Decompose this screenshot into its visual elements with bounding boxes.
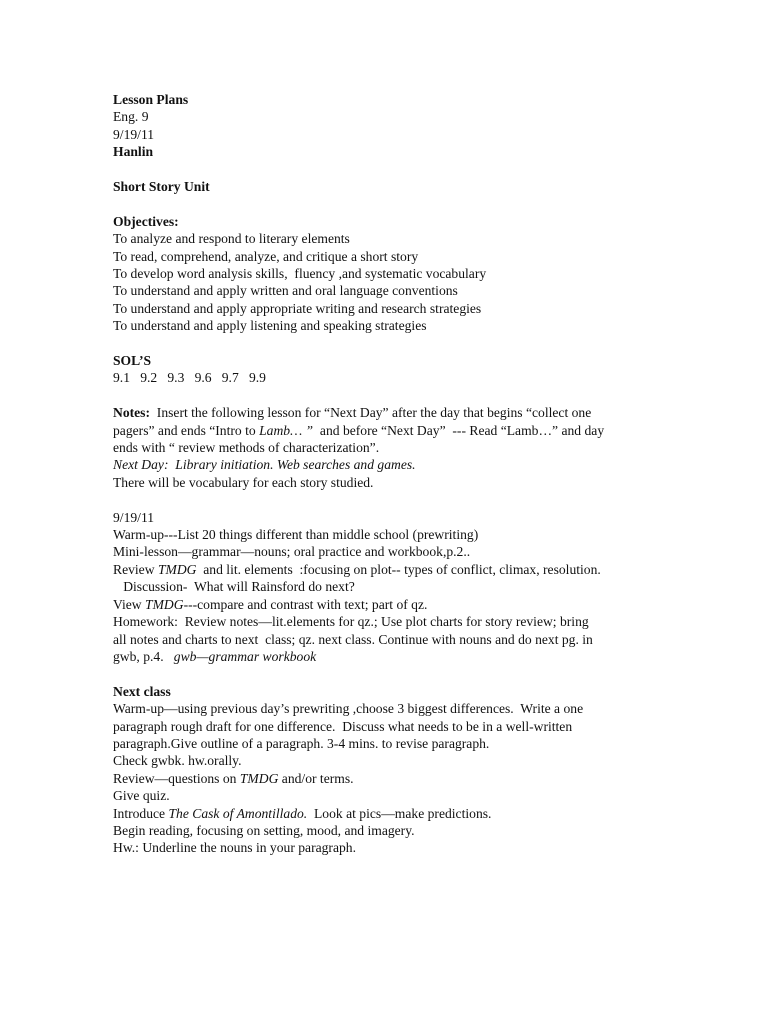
notes-line: ends with “ review methods of characterization”. xyxy=(113,440,380,456)
next-class-line: Begin reading, focusing on setting, mood, and imagery. xyxy=(113,822,415,838)
day-text: gwb, p.4. xyxy=(113,648,174,664)
next-class-line: paragraph rough draft for one difference. Discuss what needs to be in a well-written xyxy=(113,718,573,734)
next-class-text: Look at pics—make predictions. xyxy=(307,805,492,821)
next-class-line: Warm-up—using previous day’s prewriting ,choose 3 biggest differences. Write a one xyxy=(113,701,584,717)
notes-text: Insert the following lesson for “Next Day” after the day that begins “collect one xyxy=(150,405,592,421)
teacher-name: Hanlin xyxy=(113,144,154,160)
notes-text: pagers” and ends “Intro to xyxy=(113,422,260,438)
day-line: Homework: Review notes—lit.elements for qz.; Use plot charts for story review; bring xyxy=(113,614,589,630)
next-class-text: Introduce xyxy=(113,805,169,821)
objectives-heading: Objectives: xyxy=(113,213,179,229)
day-date: 9/19/11 xyxy=(113,509,155,525)
next-class-line xyxy=(113,770,673,787)
notes-line xyxy=(113,422,673,439)
next-class-line: Give quiz. xyxy=(113,788,170,804)
notes-line: There will be vocabulary for each story studied. xyxy=(113,474,374,490)
spacer xyxy=(113,335,673,352)
objective-item: To understand and apply appropriate writing and research strategies xyxy=(113,300,482,316)
day-text: View xyxy=(113,596,146,612)
story-title: The Cask of Amontillado. xyxy=(168,805,308,821)
story-title: TMDG xyxy=(157,561,197,577)
next-class-heading: Next class xyxy=(113,683,171,699)
objective-item: To develop word analysis skills, fluency ,and systematic vocabulary xyxy=(113,266,487,282)
story-title: Lamb… ” xyxy=(259,422,314,438)
day-line: Mini-lesson—grammar—nouns; oral practice and workbook,p.2.. xyxy=(113,544,471,560)
spacer xyxy=(113,195,673,212)
course-label: Eng. 9 xyxy=(113,109,149,125)
spacer xyxy=(113,665,673,682)
day-line xyxy=(113,596,673,613)
notes-line xyxy=(113,404,673,421)
day-line: Warm-up---List 20 things different than middle school (prewriting) xyxy=(113,527,479,543)
workbook-note: gwb—grammar workbook xyxy=(173,648,317,664)
next-class-line: Check gwbk. hw.orally. xyxy=(113,753,242,769)
objective-item: To understand and apply written and oral language conventions xyxy=(113,283,458,299)
objective-item: To understand and apply listening and speaking strategies xyxy=(113,318,427,334)
story-title: TMDG xyxy=(239,770,279,786)
day-line xyxy=(113,648,673,665)
day-line: all notes and charts to next class; qz. next class. Continue with nouns and do next pg. in xyxy=(113,631,593,647)
notes-text: and before “Next Day” --- Read “Lamb…” and day xyxy=(313,422,605,438)
day-line xyxy=(113,561,673,578)
day-text: ---compare and contrast with text; part of qz. xyxy=(183,596,428,612)
story-title: TMDG xyxy=(145,596,184,612)
day-text: Review xyxy=(113,561,158,577)
next-class-line xyxy=(113,805,673,822)
spacer xyxy=(113,491,673,508)
next-class-line: paragraph.Give outline of a paragraph. 3-4 mins. to revise paragraph. xyxy=(113,735,490,751)
date-label: 9/19/11 xyxy=(113,126,155,142)
day-text: and lit. elements :focusing on plot-- types of conflict, climax, resolution. xyxy=(196,561,601,577)
lesson-plan-document xyxy=(113,91,673,857)
next-class-text: Review—questions on xyxy=(113,770,240,786)
notes-line: Next Day: Library initiation. Web searches and games. xyxy=(113,457,416,473)
spacer xyxy=(113,387,673,404)
spacer xyxy=(113,161,673,178)
next-class-text: and/or terms. xyxy=(278,770,354,786)
day-line: Discussion- What will Rainsford do next? xyxy=(113,579,355,595)
next-class-line: Hw.: Underline the nouns in your paragraph. xyxy=(113,840,356,856)
notes-label: Notes: xyxy=(113,405,150,421)
sols-heading: SOL’S xyxy=(113,353,152,369)
objective-item: To read, comprehend, analyze, and critique a short story xyxy=(113,248,419,264)
document-title: Lesson Plans xyxy=(113,92,189,107)
sols-list: 9.1 9.2 9.3 9.6 9.7 9.9 xyxy=(113,370,266,386)
objective-item: To analyze and respond to literary elements xyxy=(113,231,350,247)
unit-title: Short Story Unit xyxy=(113,179,210,195)
